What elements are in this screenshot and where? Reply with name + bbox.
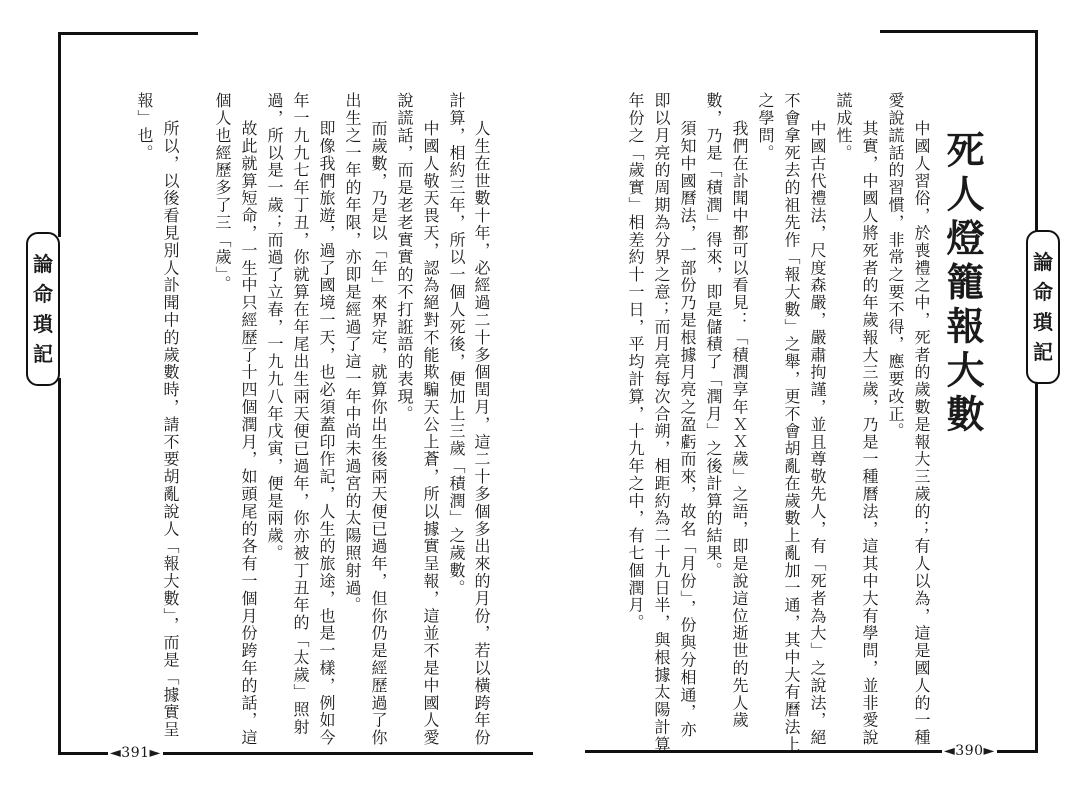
text-column: 之學問。 <box>756 92 775 162</box>
text-column: 年一九九七年丁丑，你就算在年尾出生兩天便已過年，你亦被丁丑年的「太歲」照射 <box>291 92 310 736</box>
page-number-value: 391 <box>121 745 150 761</box>
text-column: 中國人敬天畏天，認為絕對不能欺騙天公上蒼，所以據實呈報，這並不是中國人愛 <box>421 120 440 747</box>
page-number-left: ◄391► <box>110 745 161 761</box>
text-column: 所以，以後看見別人訃聞中的歲數時，請不要胡亂說人「報大數」，而是「據實呈 <box>161 120 180 739</box>
left-rule-upper <box>58 32 61 237</box>
text-column: 而歲數，乃是以「年」來界定，就算你出生後兩天便已過年，但你仍是經歷過了你 <box>369 120 388 747</box>
text-column: 數，乃是「積潤」得來，即是儲積了「潤月」之後計算的結果。 <box>704 92 723 580</box>
text-column: 報」也。 <box>135 92 154 162</box>
right-rule-lower <box>1035 376 1038 750</box>
page-number-value: 390 <box>955 743 984 759</box>
right-page <box>540 0 1080 791</box>
text-column: 不會拿死去的祖先作「報大數」之舉，更不會胡亂在歲數上亂加一通，其中大有曆法上 <box>782 92 801 754</box>
text-column: 中國人習俗，於喪禮之中，死者的歲數是報大三歲的；有人以為，這是國人的一種 <box>912 120 931 747</box>
top-rule <box>880 30 1038 33</box>
right-rule-upper <box>1035 30 1038 232</box>
side-tab-book-title <box>26 232 60 386</box>
side-tab-char: 命 <box>33 282 53 306</box>
article-title: 死人燈籠報大數 <box>940 130 985 438</box>
text-column: 須知中國曆法，一部份乃是根據月亮之盈虧而來，故名「月份」，份與分相通，亦 <box>678 120 697 739</box>
side-tab-char: 論 <box>33 252 53 276</box>
text-column: 謊成性。 <box>834 92 853 162</box>
text-column: 計算，相約三年，所以一個人死後，便加上三歲「積潤」之歲數。 <box>447 92 466 597</box>
side-tab-char: 論 <box>1033 250 1053 274</box>
side-tab-char: 瑣 <box>1033 310 1053 334</box>
side-tab-book-title <box>1026 230 1060 384</box>
text-column: 過，所以是一歲；而過了立春，一九九八年戊寅，便是兩歲。 <box>265 92 284 562</box>
left-rule-lower <box>58 378 61 753</box>
side-tab-char: 記 <box>33 342 53 366</box>
text-column: 出生之一年的年限，亦即是經過了這一年中尚未過宮的太陽照射過。 <box>343 92 362 614</box>
text-column: 即以月亮的周期為分界之意；而月亮每次合朔，相距約為二十九日半，與根據太陽計算 <box>652 92 671 754</box>
side-tab-char: 命 <box>1033 280 1053 304</box>
text-column: 故此就算短命，一生中只經歷了十四個潤月，如頭尾的各有一個月份跨年的話，這 <box>239 120 258 747</box>
text-column: 即像我們旅遊，過了國境一天，也必須蓋印作記，人生的旅途，也是一樣，例如今 <box>317 120 336 747</box>
text-column: 我們在訃聞中都可以看見：「積潤享年ＸＸ歲」之語，即是說這位逝世的先人歲 <box>730 120 749 729</box>
text-column: 個人也經歷多了三「歲」。 <box>213 92 232 293</box>
side-tab-char: 瑣 <box>33 312 53 336</box>
text-column: 年份之「歲實」相差約十一日，平均計算，十九年之中，有七個潤月。 <box>626 92 645 632</box>
text-column: 愛說謊話的習慣，非常之要不得，應要改正。 <box>886 92 905 440</box>
text-column: 說謊話，而是老老實實的不打誑語的表現。 <box>395 92 414 423</box>
top-rule <box>58 32 198 35</box>
side-tab-char: 記 <box>1033 340 1053 364</box>
text-column: 中國古代禮法，尺度森嚴，嚴肅拘謹，並且尊敬先人，有「死者為大」之說法，絕 <box>808 120 827 747</box>
text-column: 人生在世數十年，必經過二十多個閏月，這二十多個多出來的月份，若以橫跨年份 <box>472 120 491 747</box>
page-number-right: ◄390► <box>944 743 995 759</box>
text-column: 其實，中國人將死者的年歲報大三歲，乃是一種曆法，這其中大有學問，並非愛說 <box>860 120 879 747</box>
